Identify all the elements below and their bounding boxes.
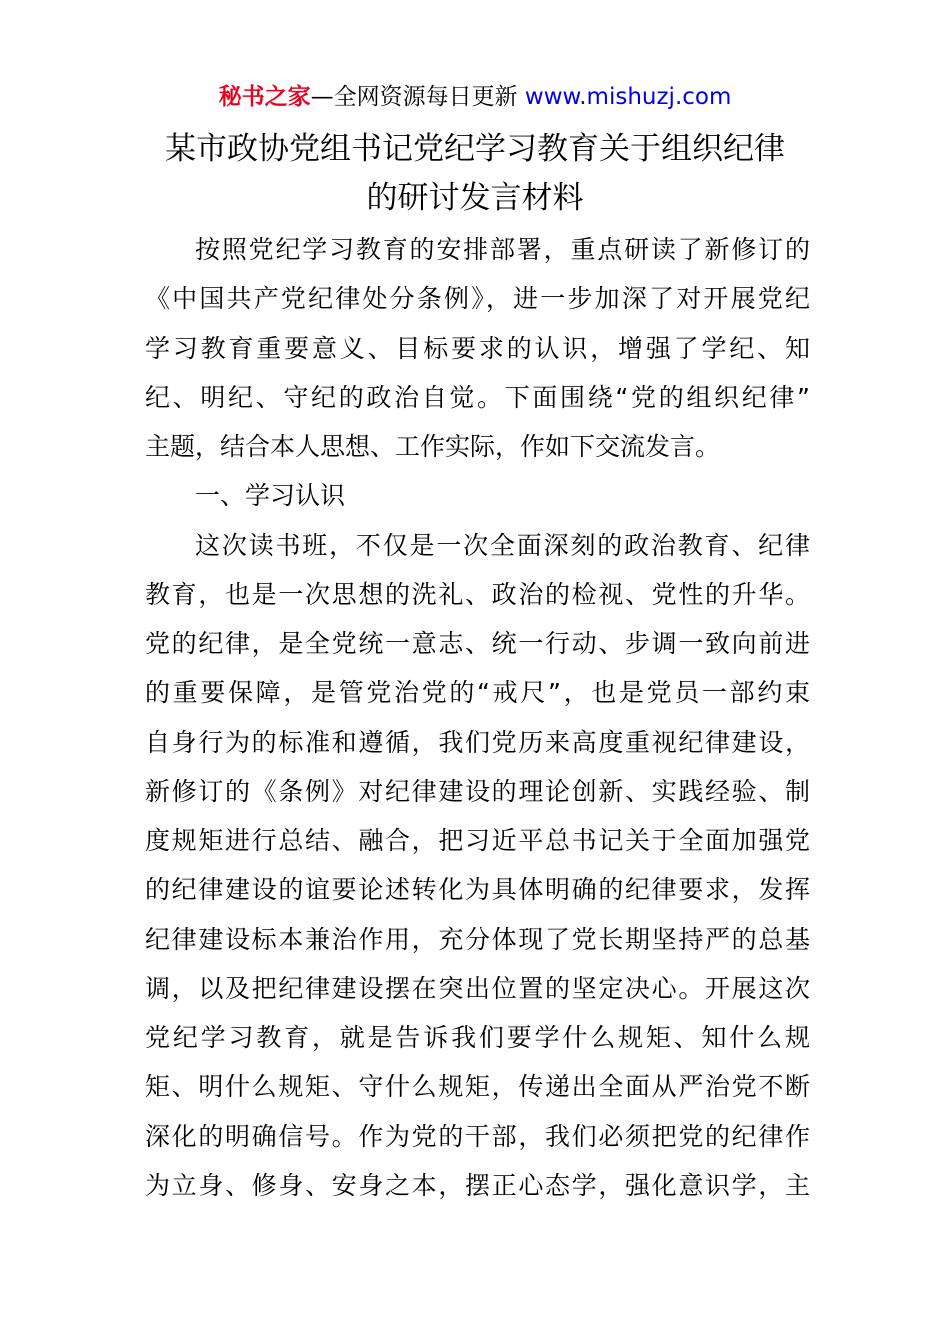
- body-line: 党纪学习教育，就是告诉我们要学什么规矩、知什么规: [145, 1023, 810, 1052]
- body-line: 新修订的《条例》对纪律建设的理论创新、实践经验、制: [145, 776, 810, 806]
- body-line: 调，以及把纪律建设摆在突出位置的坚定决心。开展这次: [145, 973, 810, 1003]
- body-line: 党的纪律，是全党统一意志、统一行动、步调一致向前进: [145, 629, 810, 658]
- body-line: 教育，也是一次思想的洗礼、政治的检视、党性的升华。: [145, 579, 810, 609]
- document-title-line-1: 某市政协党组书记党纪学习教育关于组织纪律: [165, 131, 785, 167]
- body-line: 深化的明确信号。作为党的干部，我们必须把党的纪律作: [145, 1121, 810, 1151]
- body-line: 这次读书班，不仅是一次全面深刻的政治教育、纪律: [195, 530, 810, 560]
- body-line: 自身行为的标准和遵循，我们党历来高度重视纪律建设，: [145, 727, 810, 757]
- body-line: 矩、明什么规矩、守什么规矩，传递出全面从严治党不断: [145, 1072, 810, 1102]
- body-line: 主题，结合本人思想、工作实际，作如下交流发言。: [145, 432, 721, 461]
- site-url-link[interactable]: www.mishuzj.com: [524, 84, 732, 110]
- body-line: 按照党纪学习教育的安排部署，重点研读了新修订的: [195, 235, 810, 264]
- section-heading: 一、学习认识: [195, 481, 346, 511]
- body-line: 度规矩进行总结、融合，把习近平总书记关于全面加强党: [145, 826, 810, 855]
- body-line: 《中国共产党纪律处分条例》，进一步加深了对开展党纪: [145, 284, 810, 314]
- site-header: [0, 82, 950, 112]
- document-body: [145, 225, 810, 1210]
- body-line: 纪律建设标本兼治作用，充分体现了党长期坚持严的总基: [145, 924, 810, 954]
- site-tagline: —全网资源每日更新: [310, 84, 525, 110]
- document-title-line-2: 的研讨发言材料: [366, 180, 584, 216]
- site-brand: 秘书之家: [218, 84, 311, 110]
- body-line: 的纪律建设的谊要论述转化为具体明确的纪律要求，发挥: [145, 875, 810, 905]
- body-line: 纪、明纪、守纪的政治自觉。下面围绕“党的组织纪律”: [145, 382, 810, 412]
- body-line: 的重要保障，是管党治党的“戒尺”，也是党员一部约束: [145, 678, 810, 708]
- body-line: 为立身、修身、安身之本，摆正心态学，强化意识学，主: [145, 1170, 810, 1200]
- body-line: 学习教育重要意义、目标要求的认识，增强了学纪、知: [145, 333, 810, 363]
